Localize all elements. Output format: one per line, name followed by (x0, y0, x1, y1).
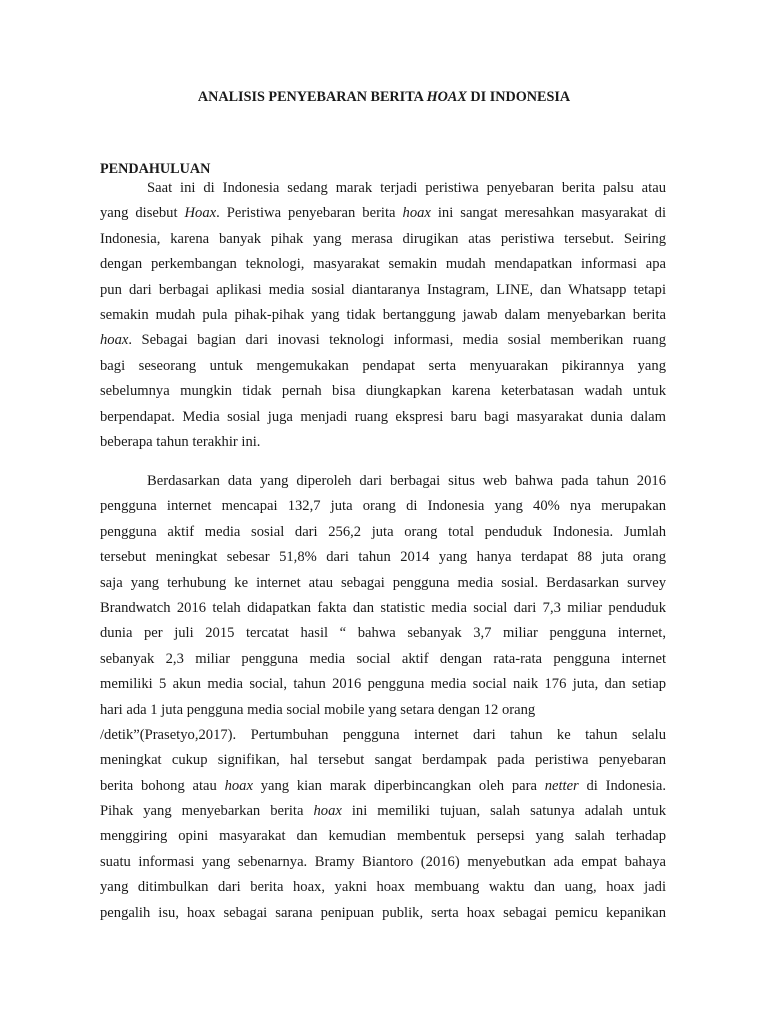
text-line (100, 520, 666, 545)
text-line (100, 748, 666, 773)
text-line (100, 430, 666, 455)
title-prefix: ANALISIS PENYEBARAN BERITA (197, 89, 427, 105)
text-line (100, 799, 666, 824)
text-run: pengguna aktif media sosial dari 256,2 juta orang total penduduk Indonesia. Jumlah (100, 523, 666, 540)
section-heading: PENDAHULUAN (100, 161, 211, 177)
text-run: Brandwatch 2016 telah didapatkan fakta dan statistic media social dari 7,3 miliar penduduk (100, 599, 666, 616)
text-run: dengan perkembangan teknologi, masyarakat semakin mudah mendapatkan informasi apa (100, 256, 666, 273)
text-run: berpendapat. Media sosial juga menjadi ruang ekspresi baru bagi masyarakat dunia dalam (100, 408, 666, 425)
text-line (100, 176, 666, 201)
text-run: Pihak yang menyebarkan berita (100, 803, 314, 820)
text-line (100, 252, 666, 277)
italic-term: hoax (100, 332, 129, 349)
italic-term: Hoax (184, 205, 217, 222)
text-line (100, 278, 666, 303)
text-run: suatu informasi yang sebenarnya. Bramy Biantoro (2016) menyebutkan ada empat bahaya (100, 853, 666, 870)
text-line (100, 469, 666, 494)
text-run: pengalih isu, hoax sebagai sarana penipuan publik, serta hoax sebagai pemicu kepanikan (100, 904, 666, 921)
text-run: di Indonesia. (578, 777, 666, 794)
text-line (100, 303, 666, 328)
document-title (0, 89, 768, 106)
text-run: pengguna internet mencapai 132,7 juta orang di Indonesia yang 40% nya merupakan (100, 498, 666, 515)
text-line (100, 545, 666, 570)
italic-term: hoax (224, 777, 253, 794)
text-run: tersebut meningkat sebesar 51,8% dari tahun 2014 yang hanya terdapat 88 juta orang (100, 549, 666, 566)
text-line (100, 875, 666, 900)
text-line (100, 774, 666, 799)
text-run: sebelumnya mungkin tidak pernah bisa diungkapkan karena keterbatasan wadah untuk (100, 383, 666, 400)
text-line (100, 328, 666, 353)
text-run: yang kian marak diperbincangkan oleh para (252, 777, 545, 794)
text-line (100, 824, 666, 849)
text-run: sebanyak 2,3 miliar pengguna media social aktif dengan rata-rata pengguna internet (100, 650, 666, 667)
text-line (100, 494, 666, 519)
text-run: meningkat cukup signifikan, hal tersebut sangat berdampak pada peristiwa penyebaran (100, 752, 666, 769)
title-suffix: DI INDONESIA (466, 89, 571, 105)
text-run: saja yang terhubung ke internet atau sebagai pengguna media sosial. Berdasarkan survey (100, 574, 666, 591)
text-line (100, 698, 666, 723)
text-run: hari ada 1 juta pengguna media social mobile yang setara dengan 12 orang (100, 701, 536, 718)
text-run: /detik”(Prasetyo,2017). Pertumbuhan pengguna internet dari tahun ke tahun selalu (100, 726, 666, 743)
text-line (100, 647, 666, 672)
text-run: yang disebut (100, 205, 185, 222)
text-line (100, 405, 666, 430)
text-run: yang ditimbulkan dari berita hoax, yakni hoax membuang waktu dan uang, hoax jadi (100, 879, 666, 896)
italic-term: netter (544, 777, 579, 794)
italic-term: hoax (313, 803, 342, 820)
paragraph-introduction (100, 176, 666, 455)
text-run: ini memiliki tujuan, salah satunya adalah untuk (341, 803, 667, 820)
text-run: Saat ini di Indonesia sedang marak terjadi peristiwa penyebaran berita palsu atau (147, 180, 666, 196)
text-run: memiliki 5 akun media social, tahun 2016 pengguna media social naik 176 juta, dan setiap (100, 676, 666, 693)
text-line (100, 850, 666, 875)
text-line (100, 901, 666, 926)
text-line (100, 596, 666, 621)
text-run: menggiring opini masyarakat dan kemudian membentuk persepsi yang salah terhadap (100, 828, 666, 845)
text-run: . Peristiwa penyebaran berita (216, 205, 403, 222)
text-line (100, 354, 666, 379)
text-run: bagi seseorang untuk mengemukakan pendapat serta menyuarakan pikirannya yang (100, 357, 666, 374)
text-line (100, 227, 666, 252)
text-line (100, 571, 666, 596)
text-run: semakin mudah pula pihak-pihak yang tidak bertanggung jawab dalam menyebarkan berita (100, 306, 666, 323)
text-run: dunia per juli 2015 tercatat hasil “ bahwa sebanyak 3,7 miliar pengguna internet, (100, 625, 666, 642)
text-line (100, 723, 666, 748)
text-line (100, 379, 666, 404)
text-run: berita bohong atau (100, 777, 225, 794)
text-run: ini sangat meresahkan masyarakat di (430, 205, 667, 222)
title-italic: HOAX (426, 89, 467, 105)
text-line (100, 621, 666, 646)
paragraph-statistics (100, 469, 666, 926)
text-run: pun dari berbagai aplikasi media sosial diantaranya Instagram, LINE, dan Whatsapp tetapi (100, 281, 666, 298)
text-run: . Sebagai bagian dari inovasi teknologi informasi, media sosial memberikan ruang (128, 332, 666, 349)
text-run: Berdasarkan data yang diperoleh dari berbagai situs web bahwa pada tahun 2016 (147, 473, 666, 489)
text-line (100, 201, 666, 226)
text-run: Indonesia, karena banyak pihak yang merasa dirugikan atas peristiwa tersebut. Seiring (100, 230, 666, 247)
text-line (100, 672, 666, 697)
text-run: beberapa tahun terakhir ini. (100, 433, 261, 450)
italic-term: hoax (402, 205, 431, 222)
